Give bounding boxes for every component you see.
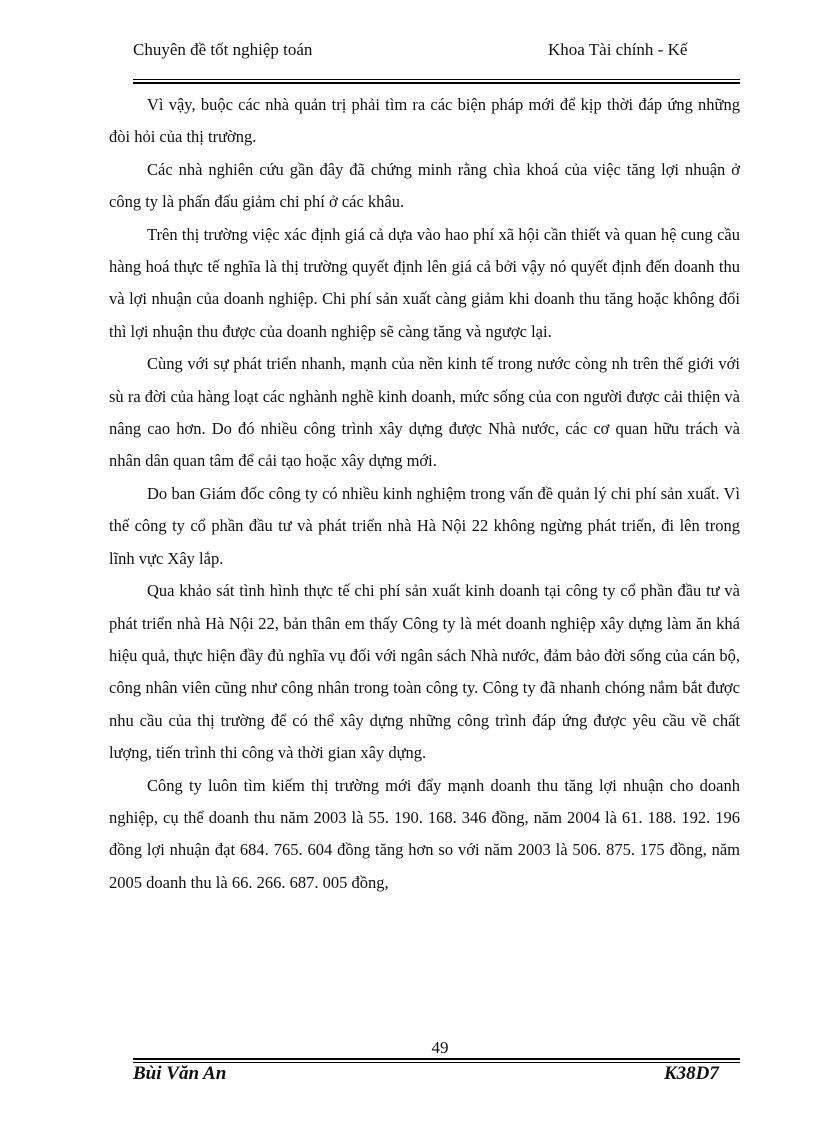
header-rule-bottom (133, 82, 740, 84)
document-body (109, 89, 740, 899)
footer-rule-top (133, 1058, 740, 1060)
paragraph: Công ty luôn tìm kiếm thị trường mới đẩy mạnh doanh thu tăng lợi nhuận cho doanh nghiệp, cụ thể doanh thu năm 2003 là 55. 190. 168. 346 đồng, năm 2004 là 61. 188. 192. 196 đồng lợi nhuận đạt 684. 765. 604 đồng tăng hơn so với năm 2003 là 506. 875. 175 đồng, năm 2005 doanh thu là 66. 266. 687. 005 đồng, (109, 775, 740, 892)
header-left-title: Chuyên đề tốt nghiệp toán (133, 40, 313, 59)
paragraph: Trên thị trường việc xác định giá cả dựa vào hao phí xã hội cần thiết và quan hệ cung cầu hàng hoá thực tế nghĩa là thị trường quyết định lên giá cả bởi vậy nó quyết định đến doanh thu và lợi nhuận của doanh nghiệp. Chi phí sản xuất càng giảm khi doanh thu tăng hoặc không đổi thì lợi nhuận thu được của doanh nghiệp sẽ càng tăng và ngược lại. (109, 224, 740, 341)
header-rule-top (133, 79, 740, 80)
footer-class-code: K38D7 (664, 1063, 719, 1084)
paragraph: Qua khảo sát tình hình thực tế chi phí sản xuất kinh doanh tại công ty cổ phần đầu tư và phát triển nhà Hà Nội 22, bản thân em thấy Công ty là mét doanh nghiệp xây dựng làm ăn khá hiệu quả, thực hiện đầy đủ nghĩa vụ đối với ngân sách Nhà nước, đảm bảo đời sống của cán bộ, công nhân viên cũng như công nhân trong toàn công ty. Công ty đã nhanh chóng nắm bắt được nhu cầu của thị trường để có thể xây dựng những công trình đáp ứng được yêu cầu về chất lượng, tiến trình thi công và thời gian xây dựng. (109, 581, 740, 763)
page-number: 49 (431, 1038, 449, 1057)
paragraph: Do ban Giám đốc công ty có nhiều kinh nghiệm trong vấn đề quản lý chi phí sản xuất. Vì thế công ty cổ phần đầu tư và phát triển nhà Hà Nội 22 không ngừng phát triển, đi lên trong lĩnh vực Xây lắp. (109, 483, 740, 568)
paragraph: Cùng với sự phát triển nhanh, mạnh của nền kinh tế trong nước còng nh trên thế giới với sù ra đời của hàng loạt các nghành nghề kinh doanh, mức sống của con người được cải thiện và nâng cao hơn. Do đó nhiều công trình xây dựng được Nhà nước, các cơ quan hữu trách và nhân dân quan tâm để cải tạo hoặc xây dựng mới. (109, 354, 740, 471)
footer-author: Bùi Văn An (133, 1063, 227, 1084)
paragraph: Các nhà nghiên cứu gần đây đã chứng minh rằng chìa khoá của việc tăng lợi nhuận ở công ty là phấn đấu giảm chi phí ở các khâu. (109, 159, 740, 212)
paragraph: Vì vậy, buộc các nhà quản trị phải tìm ra các biện pháp mới để kịp thời đáp ứng những đòi hỏi của thị trường. (109, 95, 740, 147)
header-right-title: Khoa Tài chính - Kế (548, 40, 688, 59)
